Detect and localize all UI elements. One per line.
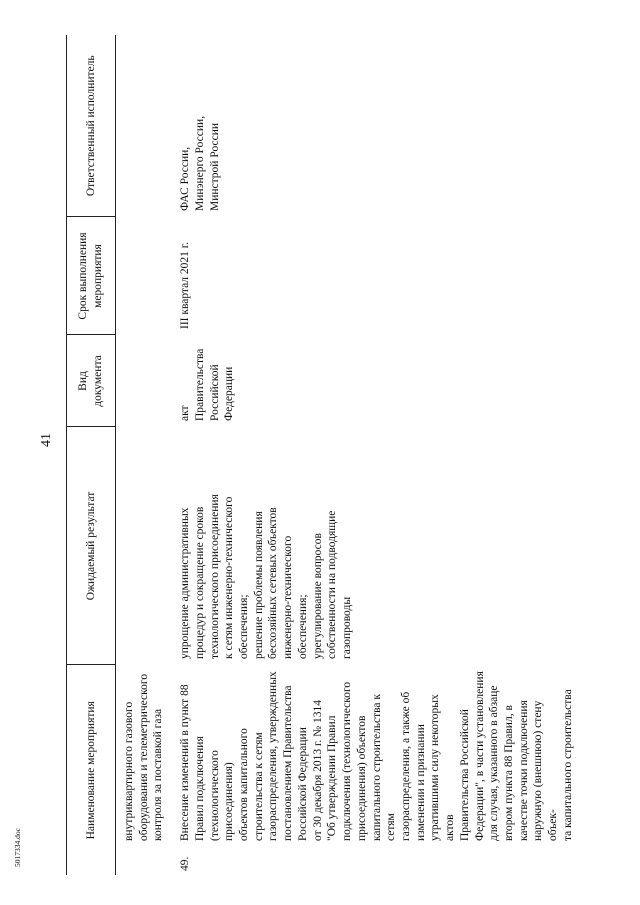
table-row-continuation bbox=[116, 35, 177, 875]
header-expected-result: Ожидаемый результат bbox=[67, 427, 116, 665]
deadline: III квартал 2021 г. bbox=[179, 241, 192, 329]
expected-result: упрощение административных процедур и сокращение сроков технологического присоединения к сетям инженерно-технического обеспечения; решение проблемы появления бесхозяйных сетевых объектов инженерно-технического обеспечения; урегулирование вопросов собственности на подводящие газопроводы bbox=[179, 494, 354, 659]
header-document-type: Вид документа bbox=[67, 335, 116, 427]
rotated-page-content bbox=[66, 25, 611, 875]
continuation-cell bbox=[116, 665, 177, 875]
header-responsible: Ответственный исполнитель bbox=[67, 35, 116, 217]
responsible-executor: ФАС России, Минэнерго России, Минстрой России bbox=[179, 115, 221, 211]
document-type: акт Правительства Российской Федерации bbox=[179, 348, 236, 421]
header-measure-name: Наименование мероприятия bbox=[67, 665, 116, 875]
table-row-49 bbox=[176, 35, 577, 875]
row-number: 49. bbox=[179, 856, 192, 871]
row-49-name-cell bbox=[176, 665, 577, 875]
table-header-row bbox=[67, 35, 116, 875]
page-number: 41 bbox=[39, 433, 54, 447]
measures-table bbox=[66, 35, 578, 875]
continuation-text: внутриквартирного газового оборудования и телеметрического контроля за поставкой газа bbox=[123, 673, 165, 841]
measure-name: Внесение изменений в пункт 88 Правил подключения (технологического присоединения) объектов капитального строительства к сетям газораспределения, утвержденных постановлением Правительства Российской Федерации от 30 декабря 2013 г. № 1314 "Об утверждении Правил подключения (технологического присоединения) объектов капитального строительства к сетям газораспределения, а также об изменении и признании утратившими силу некоторых актов Правительства Российской Федерации", в части установления для случая, указанного в абзаце втором пункта 88 Правил, в качестве точки подключения наружную (внешнюю) стену объек- та капитального строительства bbox=[179, 671, 574, 841]
document-id: 5017334.doc bbox=[12, 828, 22, 867]
header-deadline: Срок выполнения мероприятия bbox=[67, 217, 116, 335]
